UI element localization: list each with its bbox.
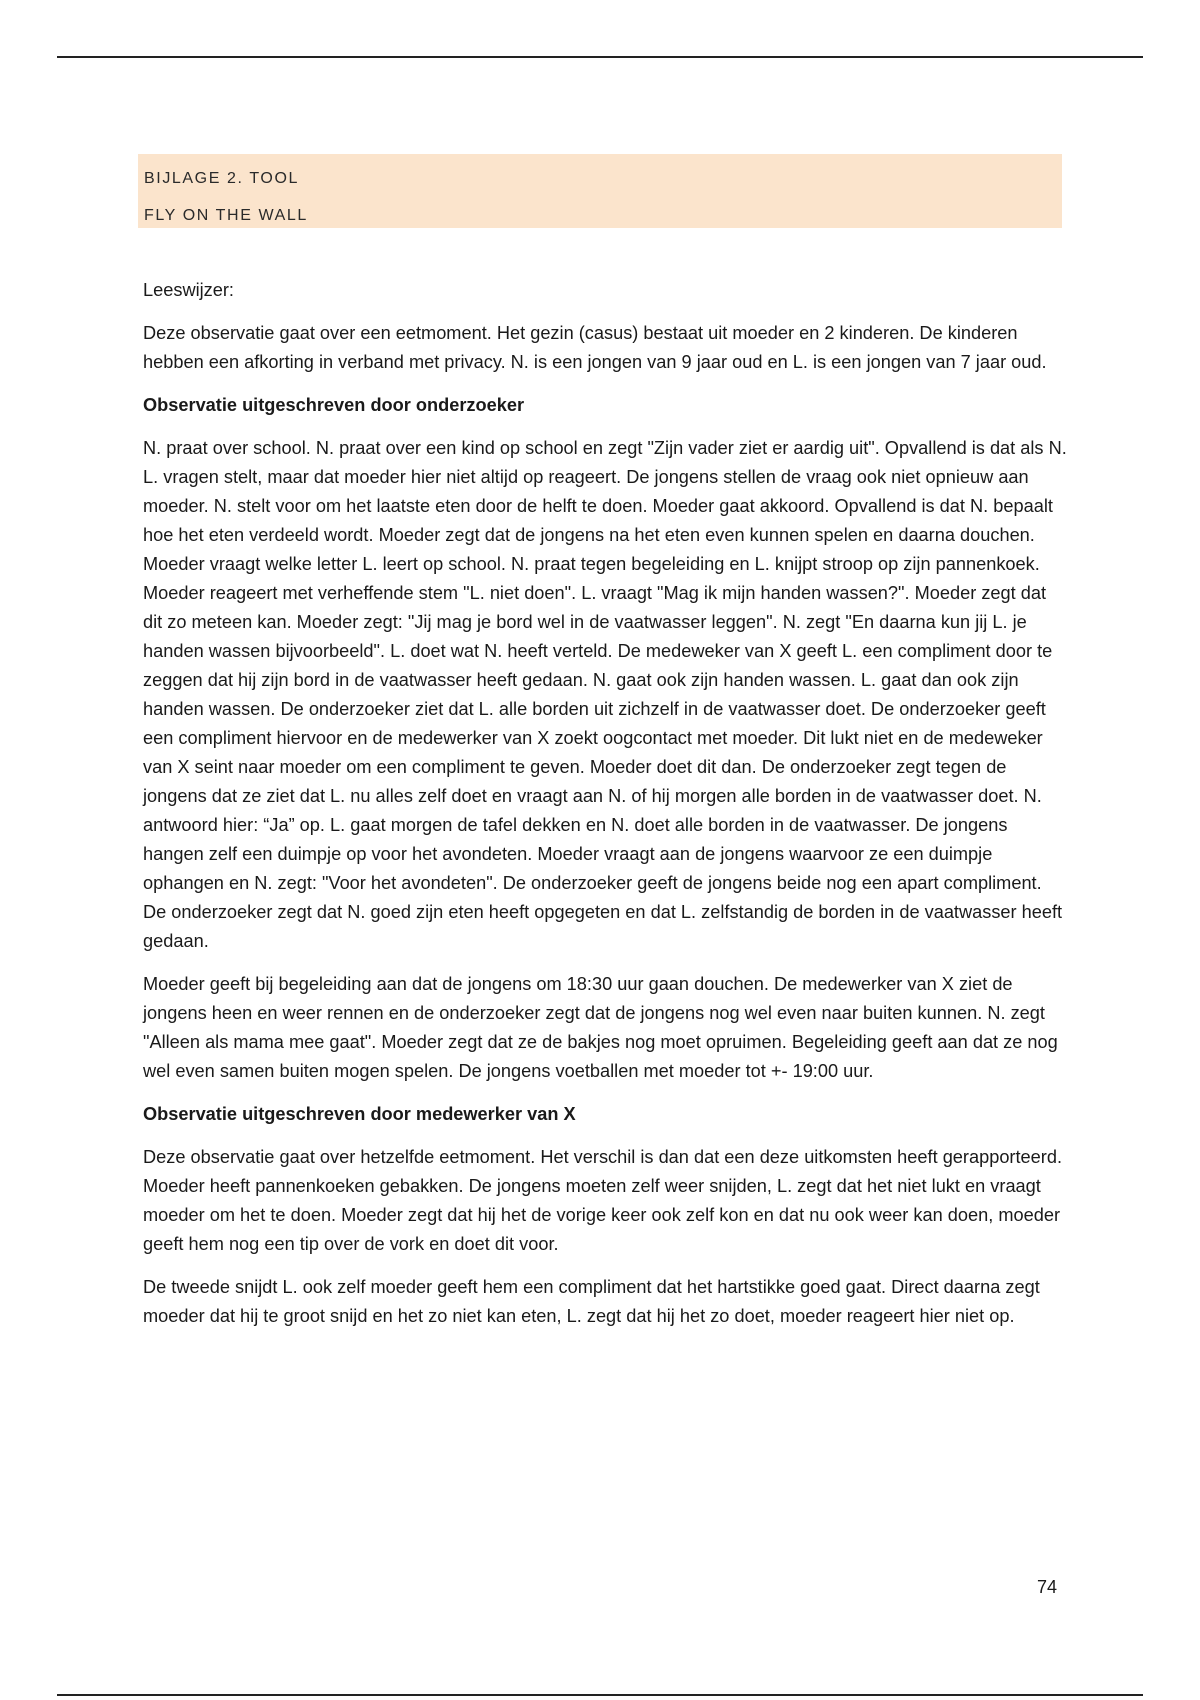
- document-body: [143, 276, 1067, 1345]
- section-heading-employee: Observatie uitgeschreven door medewerker van X: [143, 1104, 576, 1124]
- page-number: 74: [1036, 1577, 1057, 1597]
- section-heading-researcher: Observatie uitgeschreven door onderzoeker: [143, 395, 525, 415]
- appendix-title: BIJLAGE 2. TOOL: [144, 170, 300, 187]
- bottom-rule: [57, 1694, 1143, 1696]
- top-rule: [57, 56, 1143, 58]
- leeswijzer-label: Leeswijzer:: [143, 280, 234, 300]
- appendix-banner: [138, 154, 1062, 228]
- researcher-paragraph-1: N. praat over school. N. praat over een kind op school en zegt "Zijn vader ziet er aardig uit". Opvallend is dat als N. L. vragen stelt, maar dat moeder hier niet altijd op reageert. De jongens stellen de vraag ook niet opnieuw aan moeder. N. stelt voor om het laatste eten door de helft te doen. Moeder gaat akkoord. Opvallend is dat N. bepaalt hoe het eten verdeeld wordt. Moeder zegt dat de jongens na het eten even kunnen spelen en daarna douchen. Moeder vraagt welke letter L. leert op school. N. praat tegen begeleiding en L. knijpt stroop op zijn pannenkoek. Moeder reageert met verheffende stem "L. niet doen". L. vraagt "Mag ik mijn handen wassen?". Moeder zegt dat dit zo meteen kan. Moeder zegt: "Jij mag je bord wel in de vaatwasser leggen". N. zegt "En daarna kun jij L. je handen wassen bijvoorbeeld". L. doet wat N. heeft verteld. De medeweker van X geeft L. een compliment door te zeggen dat hij zijn bord in de vaatwasser heeft gedaan. N. gaat ook zijn handen wassen. L. gaat dan ook zijn handen wassen. De onderzoeker ziet dat L. alle borden uit zichzelf in de vaatwasser doet. De onderzoeker geeft een compliment hiervoor en de medewerker van X zoekt oogcontact met moeder. Dit lukt niet en de medeweker van X seint naar moeder om een compliment te geven. Moeder doet dit dan. De onderzoeker zegt tegen de jongens dat ze ziet dat L. nu alles zelf doet en vraagt aan N. of hij morgen alle borden in de vaatwasser doet. N. antwoord hier: “Ja” op. L. gaat morgen de tafel dekken en N. doet alle borden in de vaatwasser. De jongens hangen zelf een duimpje op voor het avondeten. Moeder vraagt aan de jongens waarvoor ze een duimpje ophangen en N. zegt: "Voor het avondeten". De onderzoeker geeft de jongens beide nog een apart compliment. De onderzoeker zegt dat N. goed zijn eten heeft opgegeten en dat L. zelfstandig de borden in de vaatwasser heeft gedaan.: [143, 438, 1067, 951]
- employee-paragraph-2: De tweede snijdt L. ook zelf moeder geeft hem een compliment dat het hartstikke goed gaat. Direct daarna zegt moeder dat hij te groot snijd en het zo niet kan eten, L. zegt dat hij het zo doet, moeder reageert hier niet op.: [143, 1277, 1040, 1326]
- tool-title: FLY ON THE WALL: [144, 207, 308, 224]
- intro-paragraph: Deze observatie gaat over een eetmoment. Het gezin (casus) bestaat uit moeder en 2 kinderen. De kinderen hebben een afkorting in verband met privacy. N. is een jongen van 9 jaar oud en L. is een jongen van 7 jaar oud.: [143, 323, 1047, 372]
- employee-paragraph-1: Deze observatie gaat over hetzelfde eetmoment. Het verschil is dan dat een deze uitkomsten heeft gerapporteerd. Moeder heeft pannenkoeken gebakken. De jongens moeten zelf weer snijden, L. zegt dat het niet lukt en vraagt moeder om het te doen. Moeder zegt dat hij het de vorige keer ook zelf kon en dat nu ook weer kan doen, moeder geeft hem nog een tip over de vork en doet dit voor.: [143, 1147, 1063, 1254]
- researcher-paragraph-2: Moeder geeft bij begeleiding aan dat de jongens om 18:30 uur gaan douchen. De medewerker van X ziet de jongens heen en weer rennen en de onderzoeker zegt dat de jongens nog wel even naar buiten kunnen. N. zegt "Alleen als mama mee gaat". Moeder zegt dat ze de bakjes nog moet opruimen. Begeleiding geeft aan dat ze nog wel even samen buiten mogen spelen. De jongens voetballen met moeder tot +- 19:00 uur.: [143, 974, 1058, 1081]
